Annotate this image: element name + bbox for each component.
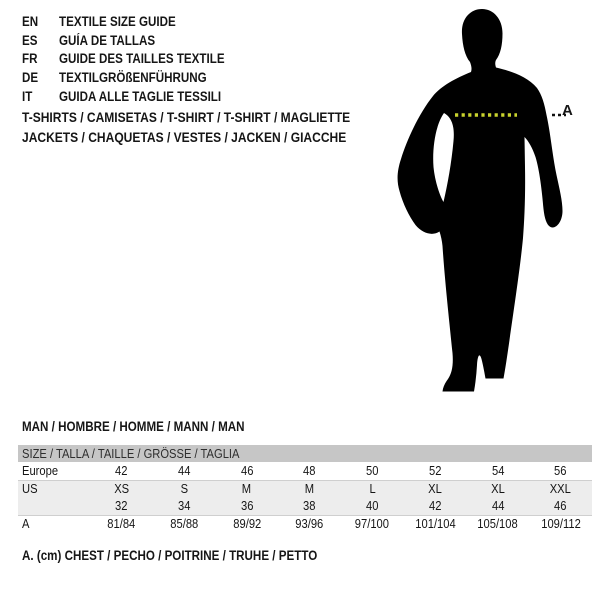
size-cell: 32 [115,498,128,513]
table-row-us-numbers [18,497,592,515]
size-table [18,445,592,532]
size-cell: 109/112 [540,515,581,531]
category-headline [22,108,404,147]
language-code: FR [22,51,38,67]
language-code: IT [22,88,33,104]
language-label: GUIDA ALLE TAGLIE TESSILI [59,88,222,104]
language-label: TEXTILE SIZE GUIDE [59,14,176,29]
size-cell: 101/104 [414,515,456,531]
size-cell: 42 [428,498,442,513]
row-label: Europe [22,463,59,478]
language-row [22,88,252,107]
size-cell: XL [428,480,442,496]
size-cell: 38 [303,498,316,513]
row-label: A [22,515,30,531]
size-cell: 44 [491,498,505,513]
size-cell: 81/84 [107,515,136,531]
size-cell: M [242,480,252,496]
size-cell: 48 [303,463,316,478]
size-cell: 46 [240,463,254,478]
table-row-chest-cm [18,515,592,533]
row-label: US [22,480,38,496]
size-cell: 97/100 [355,515,390,531]
measure-footnote: A. (cm) CHEST / PECHO / POITRINE / TRUHE / PETTO [22,548,318,563]
measure-label-a: A [562,102,573,119]
size-cell: XL [491,480,505,496]
size-cell: 89/92 [232,515,261,531]
size-cell: 46 [554,498,567,513]
man-silhouette [395,5,600,397]
language-code: ES [22,32,38,48]
category-line-jackets: JACKETS / CHAQUETAS / VESTES / JACKEN / GIACCHE [22,128,347,145]
size-cell: 105/108 [477,515,519,531]
language-row [22,13,252,32]
size-cell: M [304,480,315,496]
size-cell: 42 [115,463,128,478]
size-cell: 52 [428,463,442,478]
size-cell: 93/96 [295,515,324,531]
size-cell: 85/88 [170,515,199,531]
language-list [22,13,252,107]
language-label: GUÍA DE TALLAS [59,32,156,48]
man-silhouette-path [398,9,563,392]
size-cell: XXL [550,480,572,496]
size-table-header: SIZE / TALLA / TAILLE / GRÖSSE / TAGLIA [18,445,592,462]
language-row [22,32,252,51]
category-line-tshirts: T-SHIRTS / CAMISETAS / T-SHIRT / T-SHIRT / MAGLIETTE [22,109,351,125]
table-row-europe [18,462,592,480]
language-code: DE [22,70,39,86]
size-cell: S [180,480,188,496]
size-cell: 34 [177,498,191,513]
size-cell: 40 [366,498,379,513]
size-cell: 54 [491,463,505,478]
table-row-us-letters [18,480,592,498]
language-row [22,69,252,88]
language-row [22,50,252,69]
size-cell: 44 [177,463,191,478]
size-cell: 50 [366,463,379,478]
size-cell: L [369,480,376,496]
size-cell: 56 [554,463,567,478]
size-cell: XS [113,480,129,496]
language-label: TEXTILGRÖßENFÜHRUNG [59,70,207,86]
size-cell: 36 [240,498,254,513]
language-label: GUIDE DES TAILLES TEXTILE [59,51,225,67]
language-code: EN [22,14,39,29]
section-title: MAN / HOMBRE / HOMME / MANN / MAN [22,419,245,434]
